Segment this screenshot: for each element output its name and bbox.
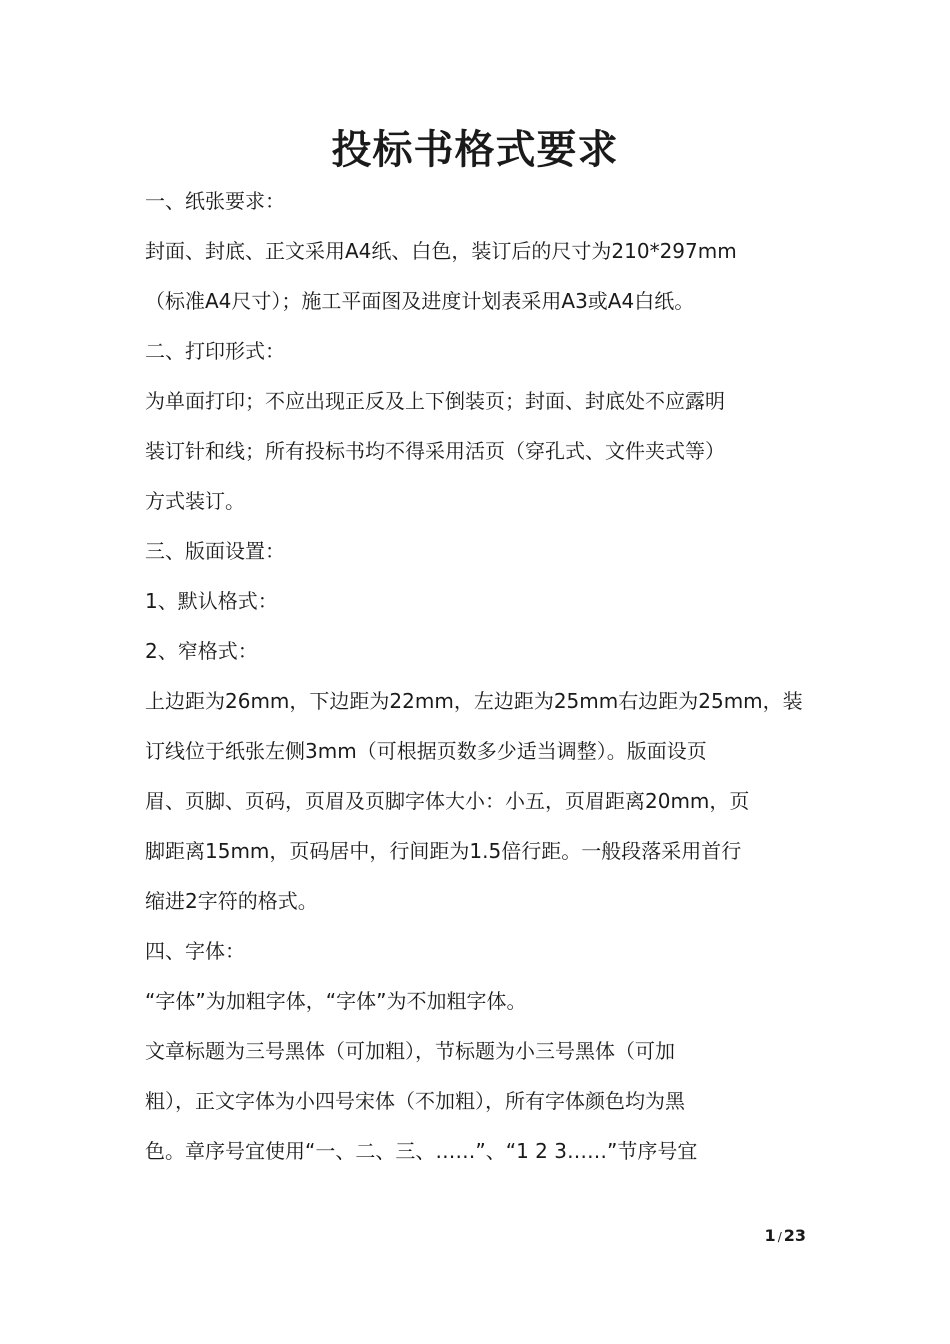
body-line: 方式装订。 <box>145 489 245 513</box>
sub-heading-narrow: 2、窄格式： <box>145 639 258 663</box>
document-body <box>145 176 810 1176</box>
section-heading-layout: 三、版面设置： <box>145 539 285 563</box>
body-line: 为单面打印；不应出现正反及上下倒装页；封面、封底处不应露明 <box>145 389 725 413</box>
section-heading-print: 二、打印形式： <box>145 339 285 363</box>
section-heading-font: 四、字体： <box>145 939 245 963</box>
body-line: 订线位于纸张左侧3mm（可根据页数多少适当调整）。版面设页 <box>145 739 707 763</box>
document-title: 投标书格式要求 <box>331 127 619 173</box>
body-line: 粗），正文字体为小四号宋体（不加粗），所有字体颜色均为黑 <box>145 1089 685 1113</box>
total-pages: 23 <box>783 1226 806 1245</box>
body-line: “字体”为加粗字体，“字体”为不加粗字体。 <box>145 989 527 1013</box>
body-line: 文章标题为三号黑体（可加粗），节标题为小三号黑体（可加 <box>145 1039 675 1063</box>
sub-heading-default: 1、默认格式： <box>145 589 278 613</box>
body-line: 缩进2字符的格式。 <box>145 889 318 913</box>
current-page: 1 <box>764 1226 776 1245</box>
body-line: 上边距为26mm，下边距为22mm，左边距为25mm右边距为25mm，装 <box>145 689 803 713</box>
page-number <box>740 1224 806 1249</box>
body-line: 装订针和线；所有投标书均不得采用活页（穿孔式、文件夹式等） <box>145 439 725 463</box>
page-separator: / <box>777 1230 782 1244</box>
body-line: 脚距离15mm，页码居中，行间距为1.5倍行距。一般段落采用首行 <box>145 839 742 863</box>
body-line: （标准A4尺寸）；施工平面图及进度计划表采用A3或A4白纸。 <box>145 289 695 313</box>
section-heading-paper: 一、纸张要求： <box>145 189 285 213</box>
body-line: 色。章序号宜使用“一、二、三、……”、“1 2 3……”节序号宜 <box>145 1139 698 1163</box>
body-line: 封面、封底、正文采用A4纸、白色，装订后的尺寸为210*297mm <box>145 239 737 263</box>
body-line: 眉、页脚、页码，页眉及页脚字体大小：小五，页眉距离20mm，页 <box>145 789 750 813</box>
